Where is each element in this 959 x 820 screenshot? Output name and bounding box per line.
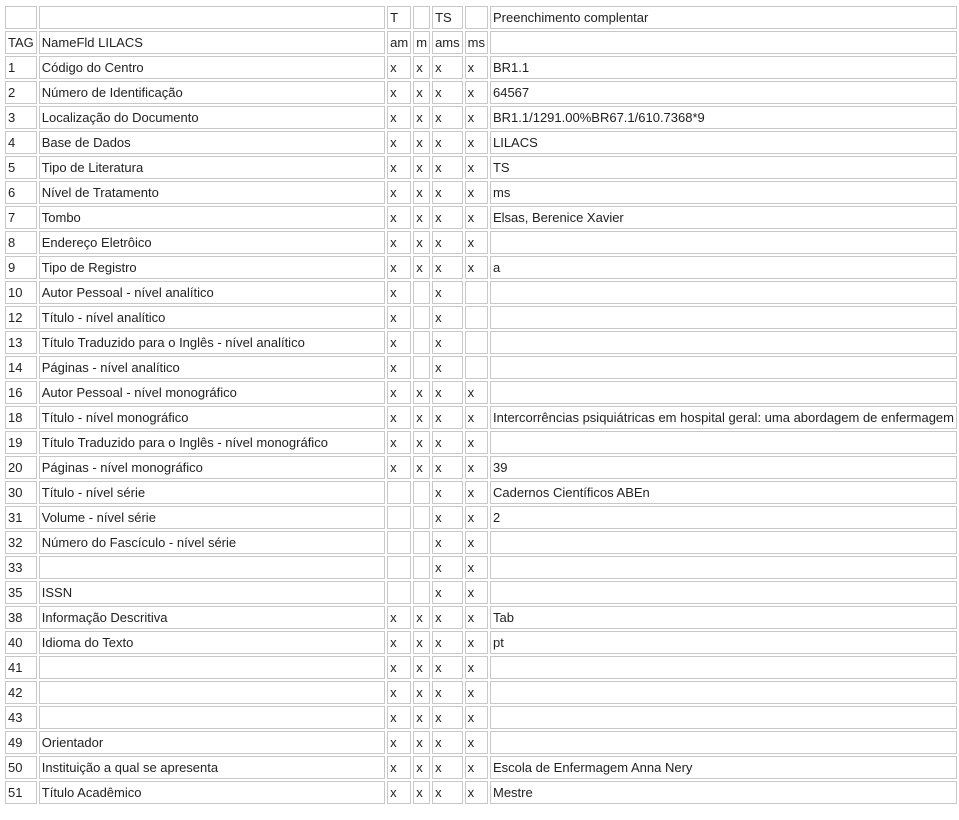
m-cell: x <box>413 156 430 179</box>
ams-cell: x <box>432 431 463 454</box>
am-cell: x <box>387 306 411 329</box>
tag-cell: 1 <box>5 56 37 79</box>
am-cell: x <box>387 131 411 154</box>
fill-cell <box>490 231 957 254</box>
fill-cell: Elsas, Berenice Xavier <box>490 206 957 229</box>
ms-cell <box>465 331 488 354</box>
ams-cell: x <box>432 681 463 704</box>
table-row <box>5 556 957 579</box>
fill-cell: Tab <box>490 606 957 629</box>
tag-cell: 43 <box>5 706 37 729</box>
m-cell <box>413 6 430 29</box>
am-cell: x <box>387 431 411 454</box>
tag-cell: 7 <box>5 206 37 229</box>
table-row <box>5 756 957 779</box>
tag-cell: 50 <box>5 756 37 779</box>
table-row <box>5 506 957 529</box>
am-cell: x <box>387 681 411 704</box>
ms-cell: x <box>465 56 488 79</box>
name-cell: Idioma do Texto <box>39 631 385 654</box>
fill-cell: Mestre <box>490 781 957 804</box>
name-cell: Título - nível analítico <box>39 306 385 329</box>
ams-cell: x <box>432 156 463 179</box>
table-row <box>5 356 957 379</box>
table-row <box>5 431 957 454</box>
m-cell <box>413 306 430 329</box>
name-cell <box>39 656 385 679</box>
m-cell <box>413 506 430 529</box>
ams-cell: x <box>432 656 463 679</box>
name-cell: Páginas - nível monográfico <box>39 456 385 479</box>
tag-cell: 31 <box>5 506 37 529</box>
table-row <box>5 781 957 804</box>
ms-cell: x <box>465 506 488 529</box>
m-cell <box>413 481 430 504</box>
ams-cell: x <box>432 56 463 79</box>
name-cell: Base de Dados <box>39 131 385 154</box>
ms-cell: x <box>465 106 488 129</box>
ms-cell: x <box>465 706 488 729</box>
m-cell <box>413 531 430 554</box>
fill-cell <box>490 731 957 754</box>
ams-cell: x <box>432 731 463 754</box>
m-cell: x <box>413 431 430 454</box>
tag-cell: 5 <box>5 156 37 179</box>
am-cell: am <box>387 31 411 54</box>
table-row <box>5 681 957 704</box>
m-cell: x <box>413 456 430 479</box>
fill-cell: Intercorrências psiquiátricas em hospital geral: uma abordagem de enfermagem <box>490 406 957 429</box>
m-cell: x <box>413 56 430 79</box>
ams-cell: x <box>432 381 463 404</box>
am-cell: x <box>387 81 411 104</box>
m-cell: x <box>413 606 430 629</box>
table-row <box>5 56 957 79</box>
ams-cell: x <box>432 531 463 554</box>
ms-cell: x <box>465 606 488 629</box>
m-cell: x <box>413 381 430 404</box>
ams-cell: ams <box>432 31 463 54</box>
name-cell: Título - nível série <box>39 481 385 504</box>
m-cell: x <box>413 656 430 679</box>
name-cell: Número de Identificação <box>39 81 385 104</box>
ams-cell: x <box>432 231 463 254</box>
am-cell <box>387 506 411 529</box>
name-cell: Tipo de Registro <box>39 256 385 279</box>
tag-cell: 3 <box>5 106 37 129</box>
name-cell: Título - nível monográfico <box>39 406 385 429</box>
fill-cell: TS <box>490 156 957 179</box>
ms-cell <box>465 356 488 379</box>
tag-cell: 49 <box>5 731 37 754</box>
ams-cell: x <box>432 756 463 779</box>
ams-cell: x <box>432 706 463 729</box>
ms-cell: x <box>465 81 488 104</box>
ms-cell: x <box>465 231 488 254</box>
name-cell: Autor Pessoal - nível monográfico <box>39 381 385 404</box>
table-row <box>5 81 957 104</box>
name-cell: Tombo <box>39 206 385 229</box>
name-cell <box>39 681 385 704</box>
m-cell: x <box>413 131 430 154</box>
ams-cell: x <box>432 256 463 279</box>
name-cell: Autor Pessoal - nível analítico <box>39 281 385 304</box>
ms-cell: x <box>465 756 488 779</box>
fill-cell <box>490 306 957 329</box>
ms-cell: x <box>465 681 488 704</box>
name-cell: Tipo de Literatura <box>39 156 385 179</box>
tag-cell: 32 <box>5 531 37 554</box>
name-cell <box>39 706 385 729</box>
table-row <box>5 231 957 254</box>
ms-cell: x <box>465 181 488 204</box>
name-cell: Informação Descritiva <box>39 606 385 629</box>
ms-cell: x <box>465 556 488 579</box>
table-row <box>5 281 957 304</box>
table-row <box>5 131 957 154</box>
table-row <box>5 206 957 229</box>
m-cell: x <box>413 181 430 204</box>
name-cell <box>39 6 385 29</box>
fill-cell <box>490 381 957 404</box>
tag-cell: 51 <box>5 781 37 804</box>
name-cell: Código do Centro <box>39 56 385 79</box>
ams-cell: x <box>432 481 463 504</box>
fill-cell: a <box>490 256 957 279</box>
ms-cell <box>465 281 488 304</box>
fill-cell <box>490 331 957 354</box>
m-cell: x <box>413 81 430 104</box>
am-cell <box>387 531 411 554</box>
am-cell: x <box>387 56 411 79</box>
ams-cell: x <box>432 356 463 379</box>
m-cell: x <box>413 106 430 129</box>
ms-cell: x <box>465 481 488 504</box>
tag-cell: 33 <box>5 556 37 579</box>
tag-cell: 38 <box>5 606 37 629</box>
m-cell: m <box>413 31 430 54</box>
m-cell: x <box>413 681 430 704</box>
tag-cell: 10 <box>5 281 37 304</box>
ms-cell: x <box>465 406 488 429</box>
table-row <box>5 381 957 404</box>
table-row <box>5 456 957 479</box>
m-cell <box>413 581 430 604</box>
tag-cell: 18 <box>5 406 37 429</box>
am-cell: x <box>387 231 411 254</box>
tag-cell: 19 <box>5 431 37 454</box>
tag-cell: 14 <box>5 356 37 379</box>
fill-cell: pt <box>490 631 957 654</box>
m-cell: x <box>413 206 430 229</box>
name-cell: Instituição a qual se apresenta <box>39 756 385 779</box>
m-cell: x <box>413 231 430 254</box>
am-cell: x <box>387 606 411 629</box>
tag-cell: 35 <box>5 581 37 604</box>
am-cell <box>387 581 411 604</box>
name-cell: ISSN <box>39 581 385 604</box>
fill-cell: 2 <box>490 506 957 529</box>
ms-cell <box>465 306 488 329</box>
fill-cell: BR1.1/1291.00%BR67.1/610.7368*9 <box>490 106 957 129</box>
am-cell: x <box>387 156 411 179</box>
fill-cell: ms <box>490 181 957 204</box>
fill-cell <box>490 706 957 729</box>
tag-cell: 41 <box>5 656 37 679</box>
table-row <box>5 581 957 604</box>
name-cell: Volume - nível série <box>39 506 385 529</box>
ams-cell: x <box>432 331 463 354</box>
m-cell: x <box>413 756 430 779</box>
am-cell: x <box>387 206 411 229</box>
m-cell <box>413 556 430 579</box>
ms-cell: x <box>465 131 488 154</box>
tag-cell: 12 <box>5 306 37 329</box>
table-row <box>5 156 957 179</box>
tag-cell: 6 <box>5 181 37 204</box>
m-cell: x <box>413 406 430 429</box>
tag-cell: 13 <box>5 331 37 354</box>
am-cell: x <box>387 406 411 429</box>
header-row-group <box>5 6 957 29</box>
table-row <box>5 706 957 729</box>
table-row <box>5 606 957 629</box>
fill-cell <box>490 31 957 54</box>
am-cell <box>387 556 411 579</box>
m-cell <box>413 281 430 304</box>
fill-cell: BR1.1 <box>490 56 957 79</box>
table-row <box>5 481 957 504</box>
table-row <box>5 531 957 554</box>
name-cell: Título Traduzido para o Inglês - nível analítico <box>39 331 385 354</box>
ms-cell: x <box>465 156 488 179</box>
ams-cell: TS <box>432 6 463 29</box>
ms-cell: x <box>465 456 488 479</box>
fill-cell: 39 <box>490 456 957 479</box>
fill-cell <box>490 356 957 379</box>
tag-cell: TAG <box>5 31 37 54</box>
table-row <box>5 256 957 279</box>
tag-cell <box>5 6 37 29</box>
fill-cell <box>490 656 957 679</box>
ms-cell: x <box>465 381 488 404</box>
ms-cell: x <box>465 581 488 604</box>
tag-cell: 30 <box>5 481 37 504</box>
ams-cell: x <box>432 81 463 104</box>
ams-cell: x <box>432 131 463 154</box>
ms-cell: x <box>465 631 488 654</box>
name-cell: NameFld LILACS <box>39 31 385 54</box>
fill-cell: 64567 <box>490 81 957 104</box>
header-row-columns <box>5 31 957 54</box>
ms-cell: x <box>465 731 488 754</box>
fill-cell: LILACS <box>490 131 957 154</box>
am-cell: x <box>387 331 411 354</box>
table-row <box>5 331 957 354</box>
am-cell: x <box>387 381 411 404</box>
ams-cell: x <box>432 606 463 629</box>
table-row <box>5 656 957 679</box>
table-row <box>5 406 957 429</box>
ams-cell: x <box>432 406 463 429</box>
tag-cell: 40 <box>5 631 37 654</box>
table-row <box>5 631 957 654</box>
tag-cell: 9 <box>5 256 37 279</box>
am-cell: T <box>387 6 411 29</box>
ms-cell: x <box>465 431 488 454</box>
m-cell: x <box>413 631 430 654</box>
name-cell: Localização do Documento <box>39 106 385 129</box>
ams-cell: x <box>432 306 463 329</box>
m-cell: x <box>413 781 430 804</box>
am-cell: x <box>387 656 411 679</box>
am-cell <box>387 481 411 504</box>
fill-cell: Cadernos Científicos ABEn <box>490 481 957 504</box>
ams-cell: x <box>432 181 463 204</box>
name-cell: Título Traduzido para o Inglês - nível monográfico <box>39 431 385 454</box>
table-row <box>5 731 957 754</box>
am-cell: x <box>387 106 411 129</box>
tag-cell: 16 <box>5 381 37 404</box>
tag-cell: 42 <box>5 681 37 704</box>
ams-cell: x <box>432 281 463 304</box>
ams-cell: x <box>432 106 463 129</box>
name-cell: Orientador <box>39 731 385 754</box>
table-row <box>5 306 957 329</box>
name-cell: Número do Fascículo - nível série <box>39 531 385 554</box>
table-row <box>5 106 957 129</box>
tag-cell: 2 <box>5 81 37 104</box>
tag-cell: 8 <box>5 231 37 254</box>
ams-cell: x <box>432 631 463 654</box>
m-cell <box>413 356 430 379</box>
fill-cell: Preenchimento complentar <box>490 6 957 29</box>
lilacs-fields-table <box>3 4 959 806</box>
name-cell <box>39 556 385 579</box>
name-cell: Páginas - nível analítico <box>39 356 385 379</box>
fill-cell <box>490 556 957 579</box>
am-cell: x <box>387 456 411 479</box>
fill-cell <box>490 581 957 604</box>
am-cell: x <box>387 356 411 379</box>
ams-cell: x <box>432 506 463 529</box>
am-cell: x <box>387 256 411 279</box>
ams-cell: x <box>432 581 463 604</box>
ms-cell: ms <box>465 31 488 54</box>
fill-cell <box>490 681 957 704</box>
m-cell: x <box>413 256 430 279</box>
ms-cell: x <box>465 256 488 279</box>
am-cell: x <box>387 281 411 304</box>
ams-cell: x <box>432 556 463 579</box>
fill-cell <box>490 431 957 454</box>
ms-cell: x <box>465 781 488 804</box>
ms-cell: x <box>465 206 488 229</box>
m-cell <box>413 331 430 354</box>
m-cell: x <box>413 706 430 729</box>
ms-cell: x <box>465 656 488 679</box>
am-cell: x <box>387 731 411 754</box>
am-cell: x <box>387 181 411 204</box>
ams-cell: x <box>432 206 463 229</box>
fill-cell <box>490 281 957 304</box>
table-body <box>5 6 957 804</box>
fill-cell <box>490 531 957 554</box>
name-cell: Nível de Tratamento <box>39 181 385 204</box>
am-cell: x <box>387 756 411 779</box>
tag-cell: 4 <box>5 131 37 154</box>
ms-cell: x <box>465 531 488 554</box>
am-cell: x <box>387 631 411 654</box>
name-cell: Endereço Eletrôico <box>39 231 385 254</box>
ms-cell <box>465 6 488 29</box>
tag-cell: 20 <box>5 456 37 479</box>
ams-cell: x <box>432 781 463 804</box>
am-cell: x <box>387 781 411 804</box>
m-cell: x <box>413 731 430 754</box>
am-cell: x <box>387 706 411 729</box>
fill-cell: Escola de Enfermagem Anna Nery <box>490 756 957 779</box>
ams-cell: x <box>432 456 463 479</box>
name-cell: Título Acadêmico <box>39 781 385 804</box>
table-row <box>5 181 957 204</box>
